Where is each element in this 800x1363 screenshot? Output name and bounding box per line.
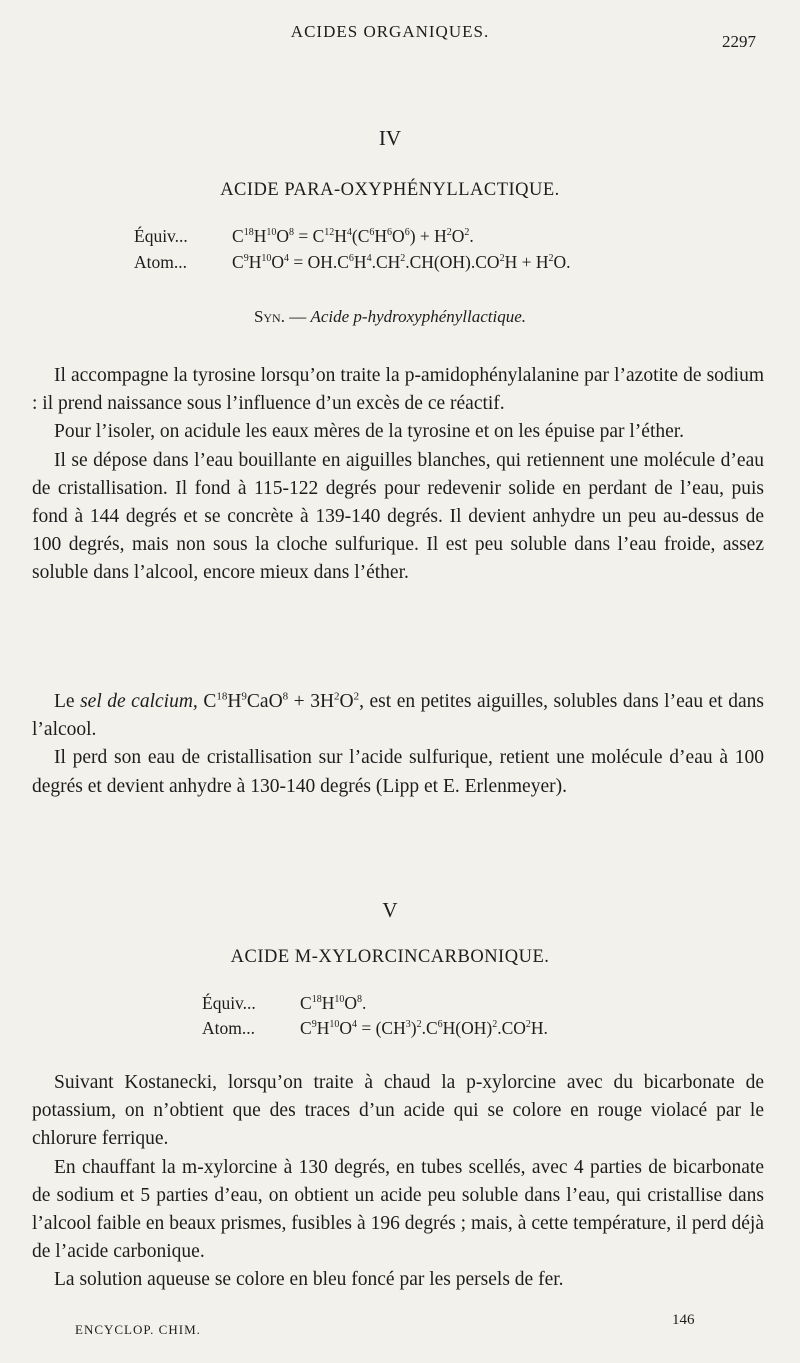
footer-sheet-number: 146 — [672, 1312, 695, 1328]
paragraph — [32, 688, 764, 744]
body-text-iv-salt — [32, 688, 764, 801]
equiv-formula-iv — [134, 226, 474, 247]
running-head — [0, 22, 800, 52]
equiv-label: Équiv... — [202, 993, 256, 1013]
atom-formula-v — [202, 1018, 548, 1039]
paragraph: Il se dépose dans l’eau bouillante en aiguilles blanches, qui retiennent une molécule d’eau de cristallisation. Il fond à 115-122 degrés pour redevenir solide en perdant de l’eau, puis fond à 144 degrés et se concrète à 139-140 degrés. Il devient anhydre un peu au-dessus de 100 degrés, mais non sous la cloche sulfurique. Il est peu soluble dans l’eau froide, assez soluble dans l’alcool, encore mieux dans l’éther. — [32, 449, 764, 584]
page-number: 2297 — [722, 32, 756, 51]
atom-formula-text: $C^9H^{10}O^4 = (CH^3)^2.C^6H(OH)^2.CO^2H$. — [300, 1018, 548, 1038]
footer-signature: ENCYCLOP. CHIM. — [75, 1322, 201, 1337]
atom-formula-text: $C^9H^{10}O^4 = OH.C^6H^4.CH^2.CH(OH).CO^2H + H^2O$. — [232, 252, 571, 272]
section-title-iv: ACIDE PARA-OXYPHÉNYLLACTIQUE. — [220, 180, 560, 200]
atom-label: Atom... — [134, 252, 187, 272]
paragraph: La solution aqueuse se colore en bleu foncé par les persels de fer. — [54, 1269, 564, 1291]
atom-label: Atom... — [202, 1018, 255, 1038]
synonym-text: Acide p-hydroxyphényllactique. — [310, 307, 527, 326]
section-numeral-iv: IV — [378, 126, 402, 150]
section-numeral-v: V — [382, 898, 398, 922]
paragraph: Suivant Kostanecki, lorsqu’on traite à chaud la p-xylorcine avec du bicarbonate de potassium, on n’obtient que des traces d’un acide qui se colore en rouge violacé par le chlorure ferrique. — [32, 1072, 764, 1150]
paragraph: En chauffant la m-xylorcine à 130 degrés, en tubes scellés, avec 4 parties de bicarbonate de sodium et 5 parties d’eau, on obtient un acide peu soluble dans l’eau, qui cristallise dans l’alcool faible en beaux prismes, fusibles à 196 degrés ; mais, à cette température, il perd déjà de l’acide carbonique. — [32, 1156, 764, 1263]
body-text-v — [32, 1069, 764, 1295]
body-text-iv — [32, 362, 764, 588]
running-title: ACIDES ORGANIQUES. — [290, 22, 490, 41]
equiv-formula-text: $C^{18}H^{10}O^8$. — [300, 993, 367, 1013]
equiv-formula-text: $C^{18}H^{10}O^8 = C^{12}H^4(C^6H^6O^6) + H^2O^2$. — [232, 226, 474, 246]
equiv-formula-v — [202, 993, 366, 1014]
section-title-v: ACIDE M-XYLORCINCARBONIQUE. — [230, 947, 550, 967]
paragraph: Il accompagne la tyrosine lorsqu’on traite la p-amidophénylalanine par l’azotite de sodium : il prend naissance sous l’influence d’un excès de ce réactif. — [32, 365, 764, 415]
equiv-label: Équiv... — [134, 226, 188, 246]
salt-text-end: , est en petites aiguilles, solubles dans l’eau et dans l’alcool. — [32, 691, 764, 741]
synonym-line — [0, 307, 780, 327]
synonym-label: Syn. — [253, 307, 285, 326]
salt-text-start: Le — [54, 691, 81, 712]
paragraph: Pour l’isoler, on acidule les eaux mères de la tyrosine et on les épuise par l’éther. — [54, 421, 685, 443]
salt-name: sel de calcium, — [80, 691, 198, 712]
paragraph: Il perd son eau de cristallisation sur l’acide sulfurique, retient une molécule d’eau à 100 degrés et devient anhydre à 130-140 degrés (Lipp et E. Erlenmeyer). — [32, 747, 764, 797]
salt-formula: $C^{18}H^9CaO^8 + 3H^2O^2$ — [203, 690, 360, 712]
synonym-dash: — — [284, 307, 311, 326]
atom-formula-iv — [134, 252, 570, 273]
